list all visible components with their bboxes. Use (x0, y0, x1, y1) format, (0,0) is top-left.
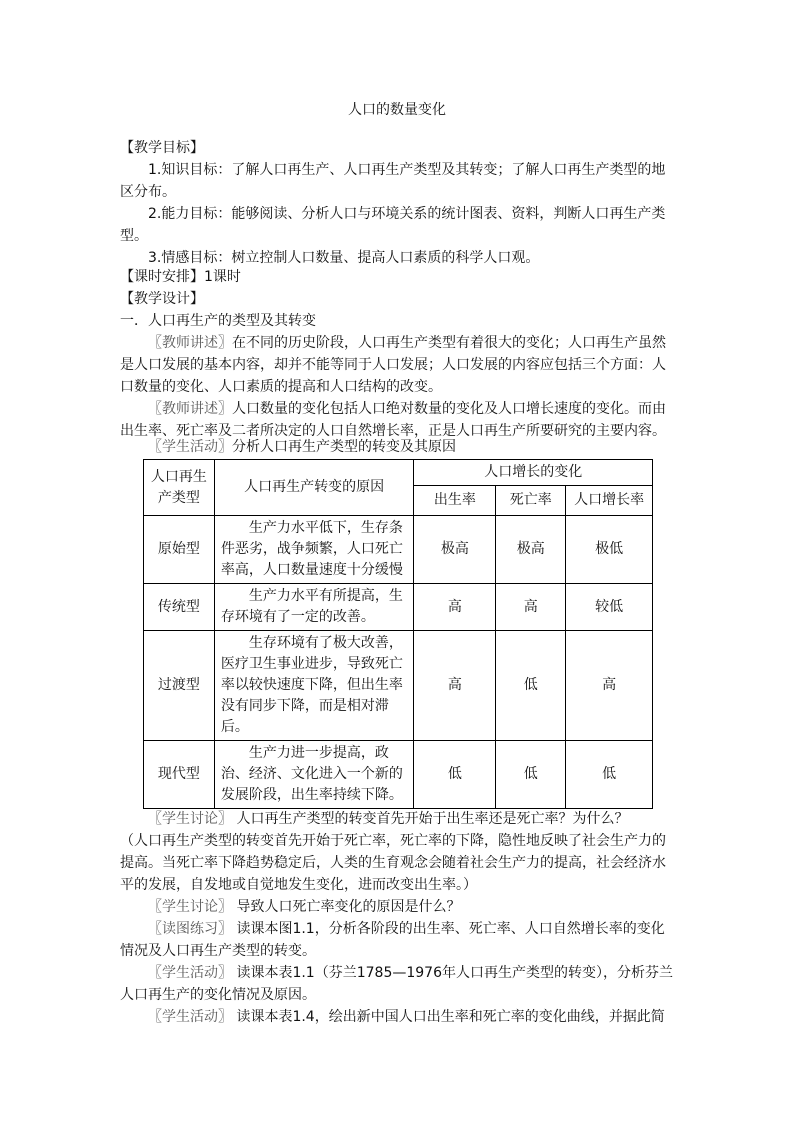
reason-line: 发展阶段，出生率持续下降。 (220, 787, 403, 803)
design-heading: 【教学设计】 (120, 291, 204, 307)
reason-line: 生产力进一步提高，政 (248, 745, 389, 761)
row-birth: 高 (414, 631, 496, 741)
header-birth: 出生率 (414, 486, 496, 516)
row-type: 原始型 (144, 516, 215, 584)
reading-1-line-2: 情况及人口再生产类型的转变。 (120, 943, 316, 959)
discussion-1 (148, 808, 688, 830)
reason-line: 率以较快速度下降，但出生率 (220, 677, 403, 693)
part-1-heading: 一．人口再生产的类型及其转变 (120, 313, 316, 329)
goal-1-line-1: 1.知识目标：了解人口再生产、人口再生产类型及其转变；了解人口再生产类型的地 (148, 162, 666, 178)
row-birth: 极高 (414, 516, 496, 584)
discussion-2-text: 导致人口死亡率变化的原因是什么？ (236, 899, 461, 915)
goal-1-line-2: 区分布。 (120, 184, 176, 200)
row-growth: 极低 (566, 516, 653, 584)
row-death: 高 (496, 584, 566, 631)
row-reason (214, 516, 414, 584)
label-discussion-1: 〖学生讨论〗 (148, 811, 232, 827)
row-death: 低 (496, 631, 566, 741)
goal-3: 3.情感目标：树立控制人口数量、提高人口素质的科学人口观。 (148, 250, 540, 266)
hours-line: 【课时安排】1课时 (120, 269, 241, 285)
reason-line: 没有同步下降，而是相对滞 (220, 698, 389, 714)
reason-line: 后。 (220, 719, 249, 735)
activity-1-line-2: 人口再生产的变化情况及原因。 (120, 987, 316, 1003)
paragraph-1-line-3: 口数量的变化、人口素质的提高和人口结构的改变。 (120, 379, 442, 395)
discussion-2 (148, 896, 688, 918)
activity-2-line-1 (148, 1006, 688, 1028)
table-row (144, 631, 653, 741)
label-reading: 〖读图练习〗 (148, 921, 232, 937)
population-table (143, 459, 653, 809)
header-change: 人口增长的变化 (414, 460, 653, 486)
activity-1-line-1 (148, 962, 688, 984)
discussion-1-text: 人口再生产类型的转变首先开始于出生率还是死亡率？为什么？ (236, 811, 629, 827)
row-death: 低 (496, 741, 566, 809)
reason-line: 医疗卫生事业进步，导致死亡 (220, 656, 403, 672)
activity-2-text: 读课本表1.4，绘出新中国人口出生率和死亡率的变化曲线，并据此简 (236, 1009, 665, 1025)
reading-1-line-1 (148, 918, 688, 940)
label-teacher-1: 〖教师讲述〗 (148, 335, 232, 351)
answer-1-line-3: 平的发展，自发地或自觉地发生变化，进而改变出生率。） (120, 877, 477, 893)
reason-line: 件恶劣，战争频繁，人口死亡 (220, 541, 403, 557)
goal-2-line-2: 型。 (120, 228, 148, 244)
reading-1-text: 读课本图1.1，分析各阶段的出生率、死亡率、人口自然增长率的变化 (236, 921, 665, 937)
goal-2-line-1: 2.能力目标：能够阅读、分析人口与环境关系的统计图表、资料，判断人口再生产类 (148, 206, 666, 222)
answer-1-line-1: （人口再生产类型的转变首先开始于死亡率，死亡率的下降，隐性地反映了社会生产力的 (120, 833, 666, 849)
header-death: 死亡率 (496, 486, 566, 516)
row-growth: 较低 (566, 584, 653, 631)
page-title: 人口的数量变化 (348, 102, 446, 118)
row-type: 现代型 (144, 741, 215, 809)
paragraph-1-line-2: 是人口发展的基本内容，却并不能等同于人口发展；人口发展的内容应包括三个方面：人 (120, 357, 666, 373)
header-reason: 人口再生产转变的原因 (214, 460, 414, 516)
header-growth: 人口增长率 (566, 486, 653, 516)
row-reason (214, 584, 414, 631)
header-type: 人口再生产类型 (144, 460, 215, 516)
row-reason (214, 741, 414, 809)
row-death: 极高 (496, 516, 566, 584)
table-row (144, 584, 653, 631)
row-growth: 高 (566, 631, 653, 741)
table-row (144, 741, 653, 809)
row-reason (214, 631, 414, 741)
label-student-1: 〖学生活动〗 (148, 439, 232, 455)
row-birth: 高 (414, 584, 496, 631)
paragraph-2-line-1 (148, 398, 688, 420)
label-student-3: 〖学生活动〗 (148, 1009, 232, 1025)
paragraph-1-line-1 (148, 332, 688, 354)
row-type: 过渡型 (144, 631, 215, 741)
paragraph-2-line-2: 出生率、死亡率及二者所决定的人口自然增长率，正是人口再生产所要研究的主要内容。 (120, 423, 666, 439)
activity-1-text: 读课本表1.1（芬兰1785—1976年人口再生产类型的转变），分析芬兰 (236, 965, 673, 981)
reason-line: 生产力水平有所提高，生 (248, 588, 403, 604)
row-growth: 低 (566, 741, 653, 809)
reason-line: 生存环境有了极大改善， (248, 635, 403, 651)
paragraph-2-text: 人口数量的变化包括人口绝对数量的变化及人口增长速度的变化。而由 (232, 401, 666, 417)
label-discussion-2: 〖学生讨论〗 (148, 899, 232, 915)
label-student-2: 〖学生活动〗 (148, 965, 232, 981)
table-row (144, 516, 653, 584)
table-header-row-1 (144, 460, 653, 486)
label-teacher-2: 〖教师讲述〗 (148, 401, 232, 417)
reason-line: 存环境有了一定的改善。 (220, 609, 375, 625)
row-birth: 低 (414, 741, 496, 809)
reason-line: 治、经济、文化进入一个新的 (220, 766, 403, 782)
paragraph-1-text: 在不同的历史阶段，人口再生产类型有着很大的变化；人口再生产虽然 (232, 335, 666, 351)
goals-heading: 【教学目标】 (120, 140, 204, 156)
paragraph-3-text: 分析人口再生产类型的转变及其原因 (232, 439, 456, 455)
paragraph-3-line-1 (148, 436, 688, 458)
answer-1-line-2: 提高。当死亡率下降趋势稳定后，人类的生育观念会随着社会生产力的提高，社会经济水 (120, 855, 666, 871)
reason-line: 率高，人口数量速度十分缓慢 (220, 562, 403, 578)
row-type: 传统型 (144, 584, 215, 631)
reason-line: 生产力水平低下，生存条 (248, 520, 403, 536)
